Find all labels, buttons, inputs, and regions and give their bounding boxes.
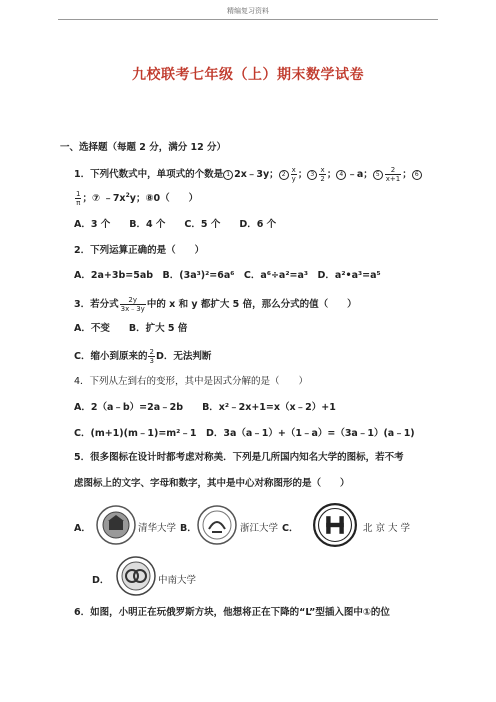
peking-logo-icon [313, 503, 357, 547]
exam-title: 九校联考七年级（上）期末数学试卷 [132, 67, 364, 83]
question-1-line-1: 1．下列代数式中，单项式的个数是 1 2x﹣3y； 2 $\frac{x}{y}$ ； 3 $\frac{x}{2}$ ； 4 ﹣a； 5 $\frac{2}{x+1}$ ； 6 [74, 166, 423, 183]
circled-4: 4 [336, 170, 346, 180]
q1-item-4: ﹣a； [347, 169, 373, 180]
q5-option-a-label: A． [74, 523, 91, 534]
question-4-options-cd: C．(m+1)(m﹣1)=m²﹣1 D．3a（a﹣1）+（1﹣a）=（3a﹣1）(a﹣1) [74, 428, 415, 439]
question-5-line-2: 虑图标上的文字、字母和数字，其中是中心对称图形的是（ ） [74, 478, 350, 489]
circled-6: 6 [412, 170, 422, 180]
q1-item-8: y；⑧0（ ） [129, 193, 199, 204]
header-divider [58, 19, 438, 20]
circled-1: 1 [223, 170, 233, 180]
circled-3: 3 [307, 170, 317, 180]
q1-item-1: 2x﹣3y； [234, 169, 279, 180]
q1-stem: 1．下列代数式中，单项式的个数是 [74, 169, 224, 180]
q5-option-a-name: 清华大学 [138, 523, 177, 534]
question-5-line-1: 5．很多图标在设计时都考虑对称美．下列是几所国内知名大学的图标，若不考 [74, 452, 404, 463]
circled-2: 2 [279, 170, 289, 180]
zhejiang-logo-icon [197, 505, 237, 545]
question-2-options: A．2a+3b=5ab B．(3a³)²=6a⁶ C．a⁶÷a²=a³ D．a²•a³=a⁵ [74, 270, 381, 281]
zhongnan-logo-icon [116, 556, 156, 596]
question-2-stem: 2．下列运算正确的是（ ） [74, 245, 205, 256]
question-4-stem: 4．下列从左到右的变形，其中是因式分解的是（ ） [74, 376, 309, 387]
tsinghua-logo-icon [96, 505, 136, 545]
page-header: 精编复习资料 [227, 7, 269, 15]
question-1-line-2: $\frac{1}{\pi}$ ；⑦ $﹣7x^2y$；⑧0（ ） [76, 190, 199, 207]
question-3-stem: 3．若分式 $\frac{2y}{3x﹣3y}$ 中的 x 和 y 都扩大 5 倍，那么分式的值（ ） [74, 296, 357, 313]
question-1-options: A．3 个 B．4 个 C．5 个 D．6 个 [74, 219, 277, 230]
q1-frac-2: $\frac{x}{y}$ [291, 166, 296, 183]
question-6-line-1: 6．如图，小明正在玩俄罗斯方块，他想将正在下降的“L”型插入图中①的位 [74, 607, 390, 618]
section-heading: 一、选择题（每题 2 分，满分 12 分） [60, 142, 227, 153]
q3-fraction: $\frac{2y}{3x﹣3y}$ [120, 296, 145, 313]
question-4-options-ab: A．2（a﹣b）=2a﹣2b B．x²﹣2x+1=x（x﹣2）+1 [74, 402, 336, 413]
q1-frac-3: $\frac{x}{2}$ [320, 166, 325, 183]
question-3-options-cd: C．缩小到原来的 $\frac{2}{3}$ D．无法判断 [74, 348, 212, 365]
circled-5: 5 [373, 170, 383, 180]
q5-option-d-name: 中南大学 [158, 575, 197, 586]
question-3-options-ab: A．不变 B．扩大 5 倍 [74, 323, 188, 334]
q5-option-c-name: 北 京 大 学 [363, 523, 411, 534]
q5-option-b-label: B． [180, 523, 197, 534]
q1-frac-6: $\frac{1}{\pi}$ [76, 190, 81, 207]
q3-option-c-fraction: $\frac{2}{3}$ [149, 348, 154, 365]
q5-option-d-label: D． [92, 575, 110, 586]
q1-frac-5: $\frac{2}{x+1}$ [385, 166, 401, 183]
q1-item-7: ；⑦ ﹣7x [82, 193, 126, 204]
q5-option-b-name: 浙江大学 [240, 523, 279, 534]
q5-option-c-label: C． [282, 523, 299, 534]
